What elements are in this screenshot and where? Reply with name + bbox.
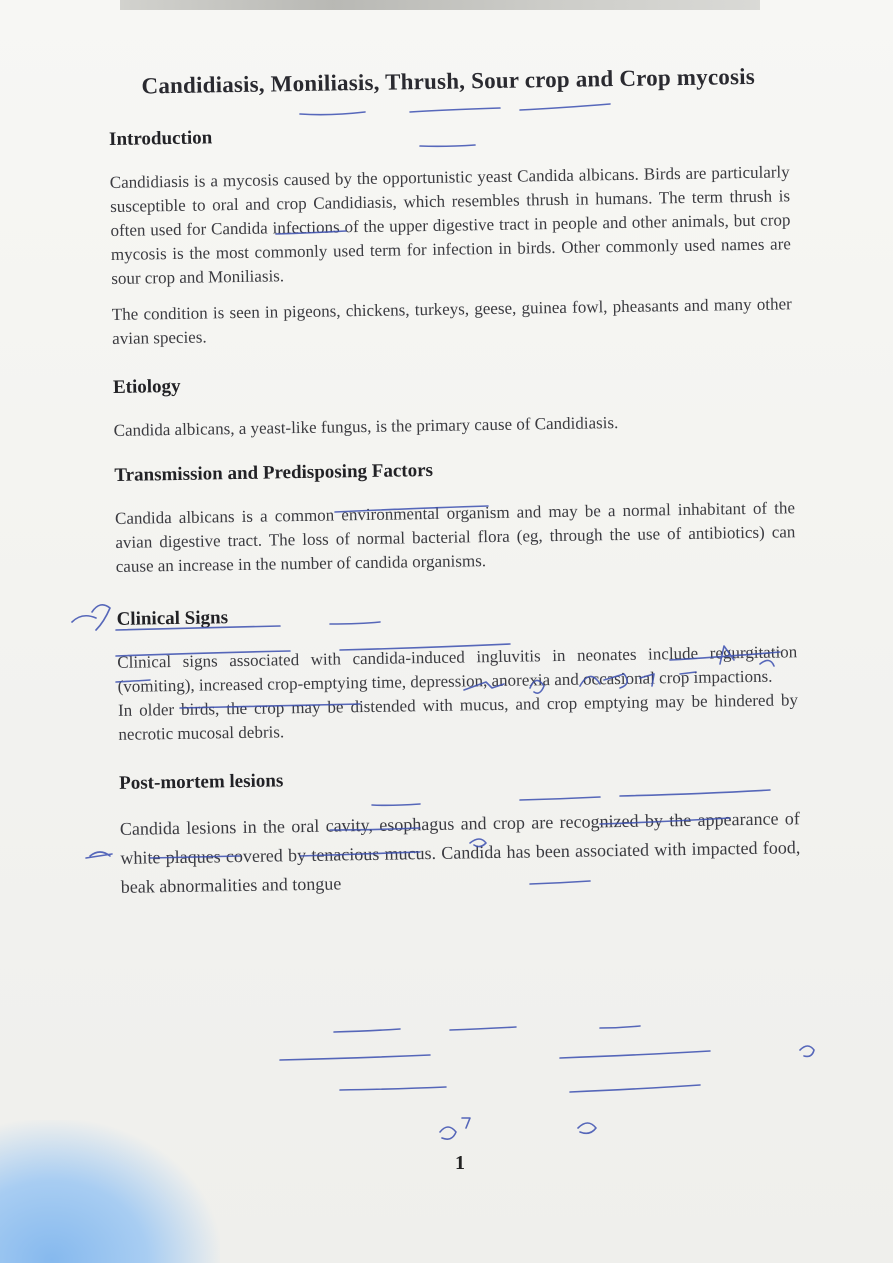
pen-scribble: [578, 1123, 596, 1133]
pen-scribble: [86, 852, 112, 858]
binding-shadow: [120, 0, 760, 10]
section-heading: Post-mortem lesions: [119, 769, 284, 794]
underline-mark: [334, 1029, 400, 1032]
page-number: 1: [455, 1152, 465, 1174]
paragraph: Clinical signs associated with candida-induced ingluvitis in neonates include regurgitation (vomiting), increased crop-emptying time, depression, anorexia and occasional crop impactions.: [117, 641, 798, 696]
underline-mark: [600, 1026, 640, 1028]
section-heading: Clinical Signs: [116, 606, 229, 630]
page-title: Candidiasis, Moniliasis, Thrush, Sour crop and Crop mycosis: [141, 63, 756, 99]
section-etiology: [113, 366, 794, 443]
section-introduction: [109, 118, 792, 351]
paragraph: Candida lesions in the oral cavity, esophagus and crop are recognized by the appearance of white plaques covered by tenacious mucus. Candida has been associated with impacted food, beak abnormalities and tongue: [119, 807, 801, 897]
underline-mark: [450, 1027, 516, 1030]
section-clinical-signs: [116, 598, 798, 747]
underline-mark: [570, 1085, 700, 1092]
paragraph: The condition is seen in pigeons, chickens, turkeys, geese, guinea fowl, pheasants and many other avian species.: [111, 293, 792, 348]
underline-mark: [560, 1051, 710, 1058]
section-post-mortem: [119, 762, 801, 902]
paragraph: Candida albicans, a yeast-like fungus, is the primary cause of Candidiasis.: [113, 412, 619, 440]
paragraph: Candidiasis is a mycosis caused by the opportunistic yeast Candida albicans. Birds are particularly susceptible to oral and crop Candidiasis, which resembles thrush in humans. The term thrush is often used for Candida infections of the upper digestive tract in people and other animals, but crop mycosis is the most commonly used term for infection in birds. Other commonly used names are sour crop and Moniliasis.: [109, 161, 791, 288]
pen-scribble: [440, 1118, 470, 1139]
section-heading: Transmission and Predisposing Factors: [114, 459, 434, 486]
paragraph: Candida albicans is a common environmental organism and may be a normal inhabitant of the avian digestive tract. The loss of normal bacterial flora (eg, through the use of antibiotics) can cause an increase in the number of candida organisms.: [114, 497, 796, 576]
finger-blur: [0, 1120, 220, 1263]
pen-scribble: [800, 1046, 814, 1056]
page-content: [108, 59, 801, 901]
section-heading: Etiology: [112, 375, 181, 398]
section-heading: Introduction: [108, 126, 213, 150]
underline-mark: [280, 1055, 430, 1060]
pen-scribble: [72, 605, 110, 630]
section-transmission: [114, 454, 796, 579]
underline-mark: [340, 1087, 446, 1090]
paragraph: In older birds, the crop may be distended with mucus, and crop emptying may be hindered by necrotic mucosal debris.: [117, 689, 799, 744]
